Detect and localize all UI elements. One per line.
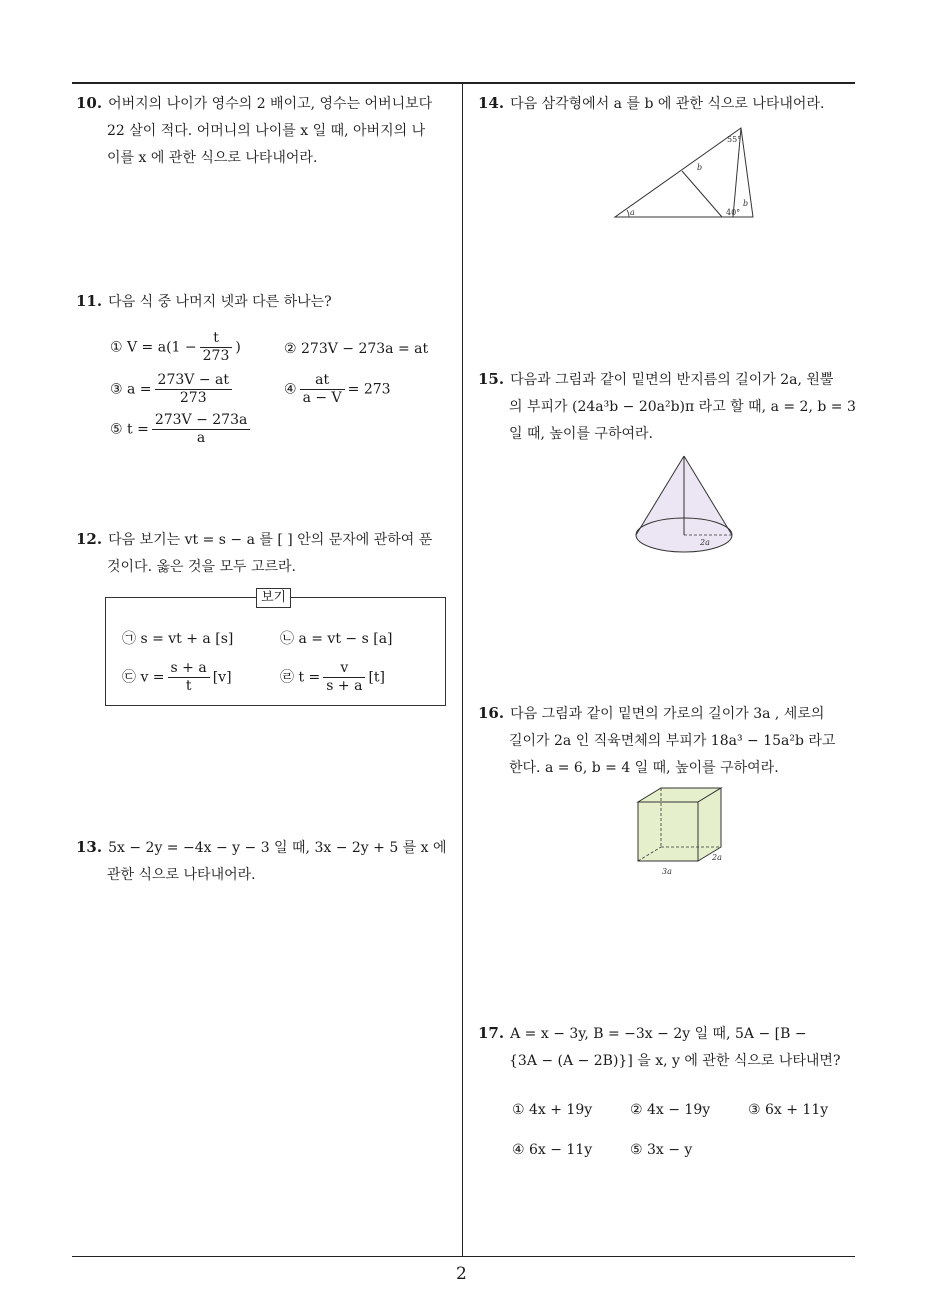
triangle-figure <box>605 118 765 228</box>
question-text: 길이가 2a 인 직육면체의 부피가 18a³ − 15a²b 라고 <box>509 733 836 749</box>
option-3[interactable]: ③ 6x + 11y <box>748 1102 829 1118</box>
angle-label-top: 55° <box>727 135 742 144</box>
option-2[interactable]: ② 4x − 19y <box>630 1102 711 1118</box>
question-number: 17. <box>478 1024 505 1042</box>
question-14 <box>478 90 858 118</box>
question-text: 일 때, 높이를 구하여라. <box>509 426 653 442</box>
side-label: 2a <box>712 853 722 862</box>
option-2[interactable]: ② 273V − 273a = at <box>284 341 429 357</box>
question-10 <box>76 90 456 172</box>
question-text: 다음 식 중 나머지 넷과 다른 하나는? <box>108 294 332 310</box>
question-text: 22 살이 적다. 어머니의 나이를 x 일 때, 아버지의 나 <box>107 123 426 139</box>
question-17 <box>478 1020 858 1075</box>
question-text: 다음 보기는 vt = s − a 를 [ ] 안의 문자에 관하여 푼 <box>108 532 433 548</box>
column-divider <box>462 84 463 1256</box>
angle-label-b: b <box>743 199 749 208</box>
question-text: 다음 그림과 같이 밑면의 가로의 길이가 3a , 세로의 <box>510 706 825 722</box>
question-text: 의 부피가 (24a³b − 20a²b)π 라고 할 때, a = 2, b = 3 <box>509 399 856 415</box>
front-label: 3a <box>662 867 672 876</box>
option-4[interactable]: ④ $\frac{at}{a - V}$ = 273 <box>284 372 391 406</box>
option-1[interactable]: ① 4x + 19y <box>512 1102 593 1118</box>
radius-label: 2a <box>700 538 710 547</box>
bogi-item-1: ㉠ s = vt + a [s] <box>122 631 234 647</box>
question-text: A = x − 3y, B = −3x − 2y 일 때, 5A − [B − <box>510 1026 807 1042</box>
question-text: 것이다. 옳은 것을 모두 고르라. <box>107 559 296 575</box>
bogi-item-2: ㉡ a = vt − s [a] <box>280 631 393 647</box>
option-5[interactable]: ⑤ t = $\frac{273V - 273a}{a}$ <box>110 412 253 447</box>
angle-label-mid: b <box>697 163 703 172</box>
question-number: 10. <box>76 94 103 112</box>
question-13 <box>76 834 456 889</box>
question-text: 한다. a = 6, b = 4 일 때, 높이를 구하여라. <box>509 760 779 776</box>
question-text: 다음과 그림과 같이 밑면의 반지름의 길이가 2a, 원뿔 <box>510 372 834 388</box>
question-number: 16. <box>478 704 505 722</box>
cone-figure <box>632 452 742 562</box>
question-text: 이를 x 에 관한 식으로 나타내어라. <box>107 150 318 166</box>
bogi-label: 보기 <box>256 588 291 608</box>
question-text: 관한 식으로 나타내어라. <box>107 867 256 883</box>
angle-label-a: a <box>630 208 635 217</box>
question-11 <box>76 288 456 316</box>
top-rule <box>72 82 855 84</box>
option-5[interactable]: ⑤ 3x − y <box>630 1142 693 1158</box>
question-text: 5x − 2y = −4x − y − 3 일 때, 3x − 2y + 5 를 x 에 <box>108 840 447 856</box>
option-3[interactable]: ③ a = $\frac{273V - at}{273}$ <box>110 372 235 407</box>
angle-label-right: 40° <box>726 208 741 217</box>
question-text: 다음 삼각형에서 a 를 b 에 관한 식으로 나타내어라. <box>510 96 825 112</box>
option-1[interactable]: ① V = a(1 − $\frac{t}{273}$ ) <box>110 330 241 364</box>
question-number: 12. <box>76 530 103 548</box>
question-16 <box>478 700 858 782</box>
question-text: 어버지의 나이가 영수의 2 배이고, 영수는 어버니보다 <box>108 96 433 112</box>
question-15 <box>478 366 858 448</box>
question-number: 14. <box>478 94 505 112</box>
bogi-item-4: ㉣ t = $\frac{v}{s + a}$ [t] <box>280 660 385 694</box>
question-number: 13. <box>76 838 103 856</box>
question-number: 15. <box>478 370 505 388</box>
page-number: 2 <box>456 1264 467 1284</box>
question-text: {3A − (A − 2B)}] 을 x, y 에 관한 식으로 나타내면? <box>509 1053 841 1069</box>
bottom-rule <box>72 1256 855 1257</box>
option-4[interactable]: ④ 6x − 11y <box>512 1142 593 1158</box>
bogi-item-3: ㉢ v = $\frac{s + a}{t}$ [v] <box>122 660 232 694</box>
question-number: 11. <box>76 292 103 310</box>
cuboid-figure <box>632 786 752 878</box>
question-12 <box>76 526 456 581</box>
